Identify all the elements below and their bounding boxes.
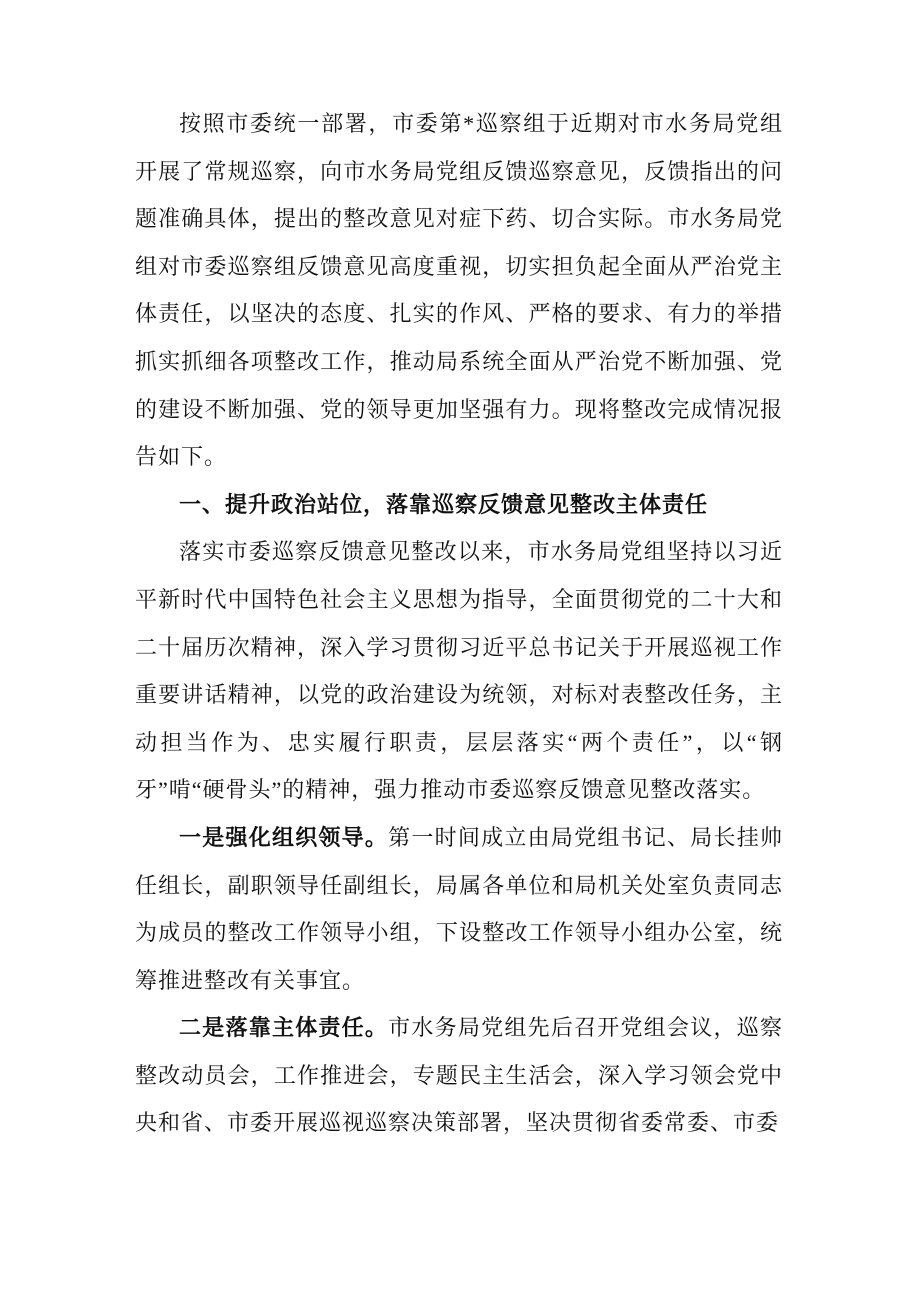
paragraph-lead-bold: 二是落靠主体责任。	[179, 1015, 389, 1041]
paragraph-text: 落实市委巡察反馈意见整改以来，市水务局党组坚持以习近平新时代中国特色社会主义思想为指导，全面贯彻党的二十大和二十届历次精神，深入学习贯彻习近平总书记关于开展巡视工作重要讲话精神，以党的政治建设为统领，对标对表整改任务，主动担当作为、忠实履行职责，层层落实“两个责任”，以“钢牙”啃“硬骨头”的精神，强力推动市委巡察反馈意见整改落实。	[135, 539, 783, 803]
paragraph-text: 市水务局党组先后召开党组会议，巡察整改动员会，工作推进会，专题民主生活会，深入学习领会党中央和省、市委开展巡视巡察决策部署，坚决贯彻省委常委、市委	[135, 1015, 783, 1136]
paragraph-point-2	[135, 1004, 783, 1147]
paragraph-text: 第一时间成立由局党组书记、局长挂帅任组长，副职领导任副组长，局属各单位和局机关处室负责同志为成员的整改工作领导小组，下设整改工作领导小组办公室，统筹推进整改有关事宜。	[135, 824, 783, 993]
paragraph-text: 按照市委统一部署，市委第*巡察组于近期对市水务局党组开展了常规巡察，向市水务局党组反馈巡察意见，反馈指出的问题准确具体，提出的整改意见对症下药、切合实际。市水务局党组对市委巡察组反馈意见高度重视，切实担负起全面从严治党主体责任，以坚决的态度、扎实的作风、严格的要求、有力的举措抓实抓细各项整改工作，推动局系统全面从严治党不断加强、党的建设不断加强、党的领导更加坚强有力。现将整改完成情况报告如下。	[135, 111, 783, 470]
paragraph-lead-bold: 一是强化组织领导。	[179, 824, 389, 850]
section-heading-1: 一、提升政治站位，落靠巡察反馈意见整改主体责任	[179, 491, 709, 517]
paragraph-section-overview	[135, 528, 783, 814]
paragraph-point-1	[135, 814, 783, 1004]
document-body	[135, 100, 783, 1147]
paragraph-intro	[135, 100, 783, 481]
